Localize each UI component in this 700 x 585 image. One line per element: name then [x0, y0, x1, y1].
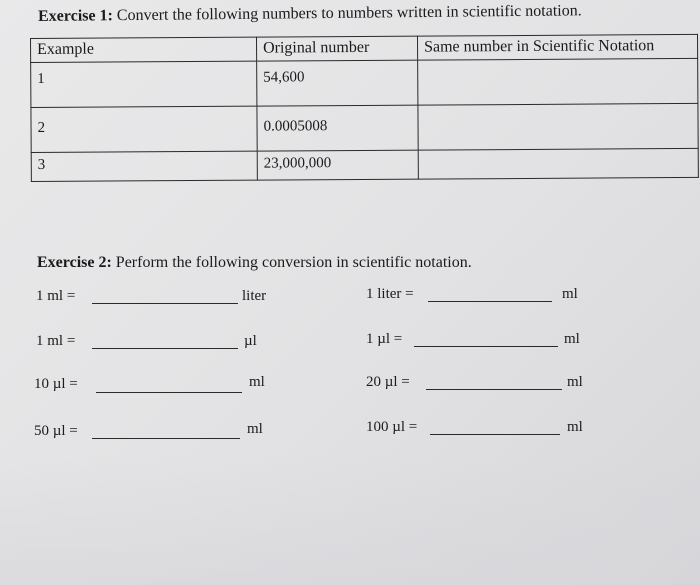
cell-original: 0.0005008 — [257, 105, 418, 151]
cell-example: 3 — [31, 151, 257, 181]
cell-original: 23,000,000 — [257, 150, 418, 180]
conversion-left-4: 1 µl = — [366, 331, 403, 347]
conversion-unit-7: ml — [247, 421, 263, 437]
header-example: Example — [31, 37, 257, 62]
conversion-left-1: 1 ml = — [36, 288, 76, 304]
cell-original: 54,600 — [257, 60, 418, 106]
conversion-unit-5: ml — [249, 374, 265, 390]
answer-blank-6[interactable] — [426, 389, 562, 390]
answer-blank-5[interactable] — [96, 392, 242, 393]
cell-scientific-answer[interactable] — [418, 103, 698, 150]
exercise-1-instruction: Convert the following numbers to numbers written in scientific notation. — [116, 2, 582, 25]
conversion-left-3: 1 ml = — [36, 333, 76, 349]
table-row — [31, 103, 698, 152]
conversion-unit-3: µl — [244, 333, 257, 349]
conversion-left-2: 1 liter = — [366, 286, 414, 302]
cell-example: 2 — [31, 106, 257, 152]
exercise-2-label: Exercise 2: — [37, 254, 112, 271]
exercise-1-heading — [38, 2, 582, 26]
bleed-through-shadow — [0, 455, 700, 585]
conversion-unit-6: ml — [567, 374, 583, 390]
conversion-unit-2: ml — [562, 286, 578, 302]
answer-blank-3[interactable] — [92, 348, 238, 349]
exercise-1-table — [30, 34, 699, 182]
conversion-unit-8: ml — [567, 419, 583, 435]
header-scientific-notation: Same number in Scientific Notation — [417, 34, 697, 60]
answer-blank-4[interactable] — [414, 346, 558, 347]
cell-scientific-answer[interactable] — [418, 58, 698, 105]
answer-blank-7[interactable] — [92, 438, 240, 439]
table-row — [31, 58, 698, 107]
exercise-1-label: Exercise 1: — [38, 7, 113, 25]
conversion-unit-1: liter — [242, 288, 267, 304]
answer-blank-2[interactable] — [428, 301, 552, 302]
table-row — [31, 148, 698, 181]
exercise-2-heading — [37, 254, 472, 272]
conversion-left-7: 50 µl = — [34, 423, 78, 439]
answer-blank-1[interactable] — [92, 303, 238, 304]
answer-blank-8[interactable] — [430, 434, 560, 435]
exercise-2-instruction: Perform the following conversion in scientific notation. — [115, 254, 472, 271]
cell-example: 1 — [31, 61, 257, 107]
header-original-number: Original number — [256, 36, 417, 61]
conversion-left-8: 100 µl = — [366, 419, 418, 435]
cell-scientific-answer[interactable] — [418, 148, 698, 179]
conversion-unit-4: ml — [564, 331, 580, 347]
conversion-left-6: 20 µl = — [366, 374, 410, 390]
conversion-left-5: 10 µl = — [34, 376, 78, 392]
